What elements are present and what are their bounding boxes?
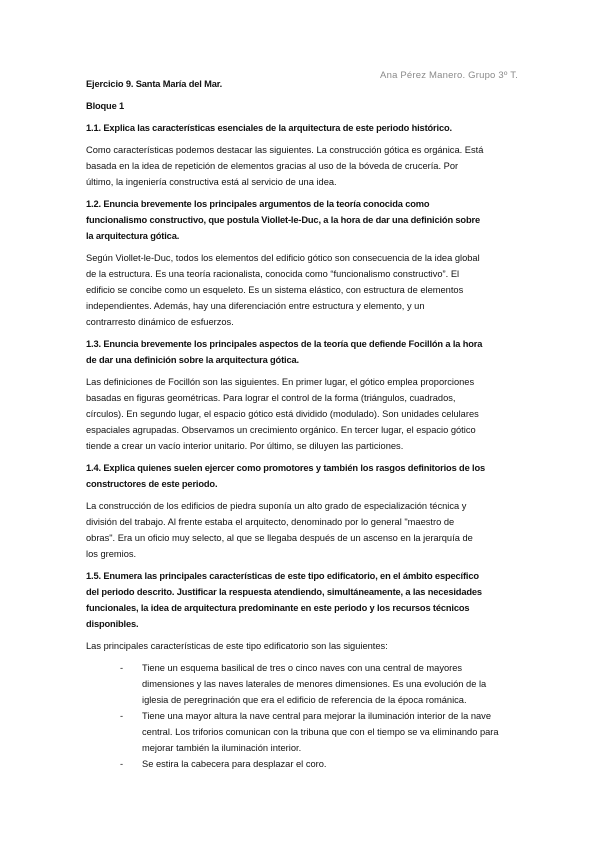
- text-line: 1.2. Enuncia brevemente los principales argumentos de la teoría conocida como: [86, 199, 430, 209]
- heading: [86, 196, 526, 244]
- text-line: de la estructura. Es una teoría racionalista, conocida como “funcionalismo constructivo”. El: [86, 269, 460, 279]
- list-item: [86, 660, 526, 708]
- text-line: obras". Era un oficio muy selecto, al que se llegaba después de un ascenso en la jerarquía de: [86, 533, 473, 543]
- text-line: Ejercicio 9. Santa María del Mar.: [86, 79, 223, 89]
- paragraph: [86, 250, 526, 330]
- list-item: [86, 708, 526, 756]
- text-line: constructores de este periodo.: [86, 479, 218, 489]
- heading: [86, 460, 526, 492]
- text-line: Tiene un esquema basilical de tres o cinco naves con una central de mayores: [142, 663, 463, 673]
- text-line: basadas en figuras geométricas. Para lograr el control de la forma (triángulos, cuadrados,: [86, 393, 456, 403]
- text-line: funcionalismo constructivo, que postula Viollet-le-Duc, a la hora de dar una definición sobre: [86, 215, 480, 225]
- text-line: 1.3. Enuncia brevemente los principales aspectos de la teoría que defiende Focillón a la hora: [86, 339, 483, 349]
- paragraph: [86, 142, 526, 190]
- text-line: basada en la idea de repetición de elementos gracias al uso de la bóveda de crucería. Por: [86, 161, 459, 171]
- text-line: Las definiciones de Focillón son las siguientes. En primer lugar, el gótico emplea proporciones: [86, 377, 475, 387]
- text-line: división del trabajo. Al frente estaba el arquitecto, denominado por lo general "maestro de: [86, 517, 455, 527]
- text-line: 1.1. Explica las características esenciales de la arquitectura de este periodo histórico.: [86, 123, 452, 133]
- paragraph: [86, 374, 526, 454]
- text-line: último, la ingeniería constructiva está al servicio de una idea.: [86, 177, 337, 187]
- document-body: [86, 70, 526, 772]
- text-line: espaciales agrupadas. Observamos un crecimiento orgánico. En tercer lugar, el espacio gótico: [86, 425, 476, 435]
- text-line: 1.5. Enumera las principales características de este tipo edificatorio, en el ámbito específico: [86, 571, 479, 581]
- bullet-dash: -: [120, 711, 124, 721]
- text-line: Las principales características de este tipo edificatorio son las siguientes:: [86, 641, 388, 651]
- text-line: iglesia de peregrinación que era el edificio de referencia de la época románica.: [142, 695, 467, 705]
- text-line: círculos). En segundo lugar, el espacio gótico está dividido (modulado). Son unidades celulares: [86, 409, 479, 419]
- text-line: tiende a crear un vacío interior unitario. Por último, se diluyen las particiones.: [86, 441, 404, 451]
- heading: [86, 98, 526, 114]
- text-line: disponibles.: [86, 619, 139, 629]
- text-line: Como características podemos destacar las siguientes. La construcción gótica es orgánica. Está: [86, 145, 484, 155]
- heading: [86, 76, 526, 92]
- text-line: mejorar también la iluminación interior.: [142, 743, 302, 753]
- text-line: independientes. Además, hay una diferenciación entre estructura y elemento, y un: [86, 301, 425, 311]
- text-line: La construcción de los edificios de piedra suponía un alto grado de especialización técnica y: [86, 501, 467, 511]
- text-line: los gremios.: [86, 549, 137, 559]
- text-line: Tiene una mayor altura la nave central para mejorar la iluminación interior de la nave: [142, 711, 491, 721]
- heading: [86, 568, 526, 632]
- paragraph: [86, 638, 526, 654]
- list-item: [86, 756, 526, 772]
- bullet-dash: -: [120, 663, 124, 673]
- text-line: del periodo descrito. Justificar la respuesta atendiendo, simultáneamente, a las necesidades: [86, 587, 482, 597]
- text-line: 1.4. Explica quienes suelen ejercer como promotores y también los rasgos definitorios de los: [86, 463, 486, 473]
- text-line: contrarresto dinámico de esfuerzos.: [86, 317, 234, 327]
- page-header-author: Ana Pérez Manero. Grupo 3º T.: [380, 70, 518, 81]
- heading: [86, 120, 526, 136]
- text-line: central. Los triforios comunican con la tribuna que con el tiempo se va eliminando para: [142, 727, 499, 737]
- text-line: la arquitectura gótica.: [86, 231, 180, 241]
- bullet-list: [86, 660, 526, 772]
- bullet-dash: -: [120, 759, 124, 769]
- paragraph: [86, 498, 526, 562]
- heading: [86, 336, 526, 368]
- text-line: Bloque 1: [86, 101, 125, 111]
- text-line: Según Viollet-le-Duc, todos los elementos del edificio gótico son consecuencia de la idea global: [86, 253, 480, 263]
- text-line: funcionales, la idea de arquitectura predominante en este periodo y los recursos técnicos: [86, 603, 470, 613]
- text-line: dimensiones y las naves laterales de menores dimensiones. Es una evolución de la: [142, 679, 487, 689]
- text-line: edificio se concibe como un esqueleto. Es un sistema elástico, con estructura de elementos: [86, 285, 464, 295]
- text-line: Se estira la cabecera para desplazar el coro.: [142, 759, 327, 769]
- text-line: de dar una definición sobre la arquitectura gótica.: [86, 355, 299, 365]
